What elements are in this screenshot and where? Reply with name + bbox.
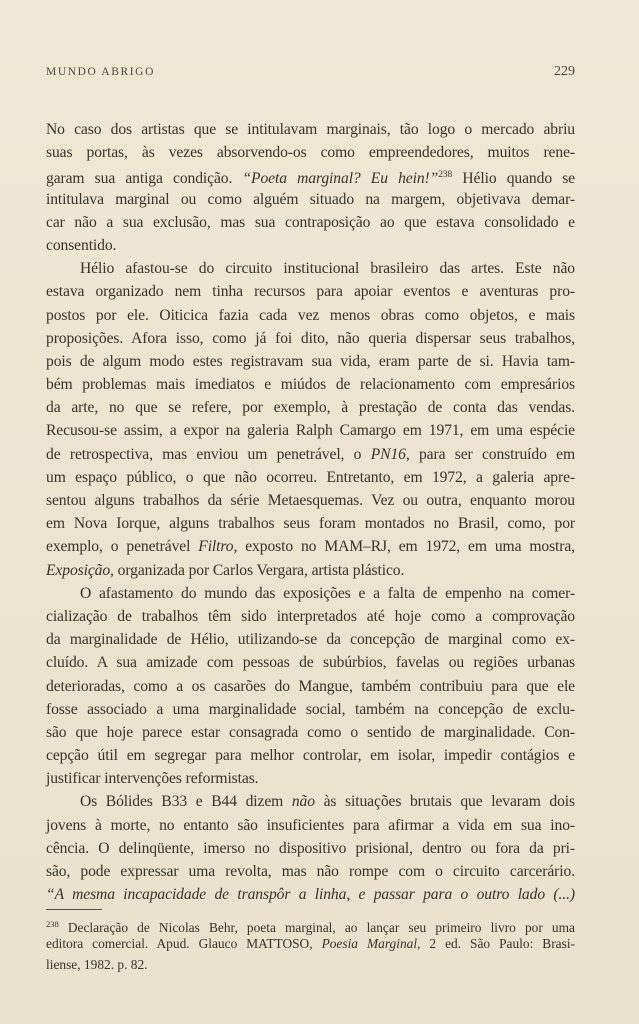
text-segment: da marginalidade de Hélio, utilizando-se da concepção de marginal como ex-	[46, 631, 575, 649]
text-line	[46, 257, 575, 280]
text-line	[46, 814, 575, 837]
text-segment: garam sua antiga condição.	[46, 170, 243, 188]
text-line	[46, 675, 575, 698]
text-segment: No caso dos artistas que se intitulavam marginais, tão logo o mercado abriu	[46, 121, 575, 138]
text-segment: Os Bólides B33 e B44 dizem	[80, 793, 292, 811]
italic-text: “A mesma incapacidade de transpôr a linha, e passar para o outro lado (...)	[46, 886, 575, 904]
italic-text: Poesia Marginal,	[321, 936, 421, 952]
text-line	[46, 582, 575, 605]
text-segment: consentido.	[46, 236, 117, 254]
text-segment: para ser construído em	[409, 445, 575, 463]
text-segment: são, pode expressar uma revolta, mas não rompe com o circuito carcerário.	[46, 863, 575, 880]
text-line	[46, 860, 575, 883]
text-segment: pois de algum modo estes registravam sua vida, eram parte de si. Havia tam-	[46, 352, 575, 370]
text-line	[46, 234, 575, 257]
text-segment: Declaração de Nicolas Behr, poeta marginal, ao lançar seu primeiro livro por uma	[58, 920, 575, 935]
text-segment: em Nova Iorque, alguns trabalhos seus foram montados no Brasil, como, por	[46, 515, 575, 533]
text-segment: editora comercial. Apud. Glauco MATTOSO,	[46, 936, 322, 952]
footnote-rule	[46, 909, 102, 910]
text-segment: intitulava marginal ou como alguém situado na margem, objetivava demar-	[46, 190, 575, 208]
text-segment: às situações brutais que levaram dois	[314, 793, 575, 811]
text-line	[46, 327, 575, 350]
text-segment: são que hoje parece estar consagrada como o sentido de marginalidade. Con-	[46, 723, 575, 741]
text-segment: postos por ele. Oiticica fazia cada vez menos obras como objetos, e mais	[46, 306, 575, 324]
text-line	[46, 304, 575, 327]
text-line	[46, 443, 575, 466]
text-segment: cluído. A sua amizade com pessoas de subúrbios, favelas ou regiões urbanas	[46, 654, 575, 672]
text-line	[46, 280, 575, 303]
text-line	[46, 489, 575, 512]
text-line	[46, 651, 575, 674]
italic-text: “Poeta marginal? Eu hein!”	[242, 170, 439, 188]
text-line	[46, 512, 575, 535]
text-line	[46, 396, 575, 419]
text-segment: cialização de trabalhos têm sido interpretados até hoje como a comprovação	[46, 607, 575, 625]
text-line	[46, 767, 575, 790]
text-line	[46, 559, 575, 582]
text-line	[46, 350, 575, 373]
text-segment: um espaço público, o que não ocorreu. Entretanto, em 1972, a galeria apre-	[46, 468, 575, 486]
footnote-line	[46, 914, 575, 934]
footnote-line	[46, 934, 575, 954]
footnote-marker: 238	[46, 919, 59, 929]
italic-text: PN16,	[370, 445, 410, 463]
text-line	[46, 698, 575, 721]
running-head	[46, 66, 575, 84]
footnote-line	[46, 955, 575, 975]
text-segment: suas portas, às vezes absorvendo-os como empreendedores, muitos rene-	[46, 144, 575, 162]
italic-text: Filtro,	[198, 538, 238, 556]
text-line	[46, 790, 575, 813]
text-line	[46, 744, 575, 767]
italic-text: Exposição,	[46, 561, 114, 579]
text-line	[46, 419, 575, 442]
text-segment: cepção útil em segregar para melhor controlar, em isolar, impedir contágios e	[46, 747, 575, 765]
body-text	[46, 118, 575, 906]
text-segment: exemplo, o penetrável	[46, 538, 199, 556]
text-segment: 2 ed. São Paulo: Brasi-	[420, 936, 575, 952]
text-line	[46, 164, 575, 187]
text-segment: car não a sua exclusão, mas sua contraposição ao que estava consolidado e	[46, 213, 575, 231]
text-segment: fosse associado a uma marginalidade social, também na concepção de exclu-	[46, 700, 575, 718]
text-segment: da arte, no que se refere, por exemplo, à prestação de conta das vendas.	[46, 399, 575, 417]
text-segment: Recusou-se assim, a expor na galeria Ralph Camargo em 1971, em uma espécie	[46, 422, 575, 440]
footnotes	[46, 914, 575, 975]
italic-text: não	[291, 793, 315, 811]
text-segment: liense, 1982. p. 82.	[46, 956, 148, 972]
text-segment: Hélio quando se	[452, 170, 575, 188]
text-segment: proposições. Afora isso, como já foi dito, não queria dispersar seus trabalhos,	[46, 329, 575, 347]
text-line	[46, 118, 575, 141]
page-number: 229	[554, 64, 575, 79]
running-title: MUNDO ABRIGO	[46, 66, 155, 78]
text-segment: cência. O delinqüente, imerso no dispositivo prisional, dentro ou fora da pri-	[46, 839, 575, 857]
text-line	[46, 628, 575, 651]
text-segment: exposto no MAM–RJ, em 1972, em uma mostra,	[237, 538, 575, 556]
text-line	[46, 211, 575, 234]
text-segment: O afastamento do mundo das exposições e a falta de empenho na comer-	[80, 584, 575, 602]
text-segment: jovens à morte, no entanto são insuficientes para afirmar a vida em sua ino-	[46, 816, 575, 834]
text-segment: bém problemas mais imediatos e miúdos de relacionamento com empresários	[46, 376, 575, 394]
text-line	[46, 141, 575, 164]
text-segment: sentou alguns trabalhos da série Metaesquemas. Vez ou outra, enquanto morou	[46, 492, 575, 509]
text-line	[46, 188, 575, 211]
text-segment: Hélio afastou-se do circuito institucional brasileiro das artes. Este não	[80, 260, 575, 278]
footnote-marker: 238	[438, 170, 453, 181]
text-segment: organizada por Carlos Vergara, artista plástico.	[113, 561, 405, 579]
text-segment: de retrospectiva, mas enviou um penetrável, o	[46, 445, 371, 463]
text-line	[46, 535, 575, 558]
text-segment: estava organizado nem tinha recursos para apoiar eventos e aventuras pro-	[46, 283, 575, 301]
text-line	[46, 605, 575, 628]
text-line	[46, 466, 575, 489]
text-line	[46, 837, 575, 860]
text-segment: justificar intervenções reformistas.	[46, 770, 259, 788]
text-line	[46, 373, 575, 396]
text-segment: deterioradas, como a os casarões do Mangue, também contribuiu para que ele	[46, 677, 575, 695]
text-line	[46, 883, 575, 906]
text-line	[46, 721, 575, 744]
